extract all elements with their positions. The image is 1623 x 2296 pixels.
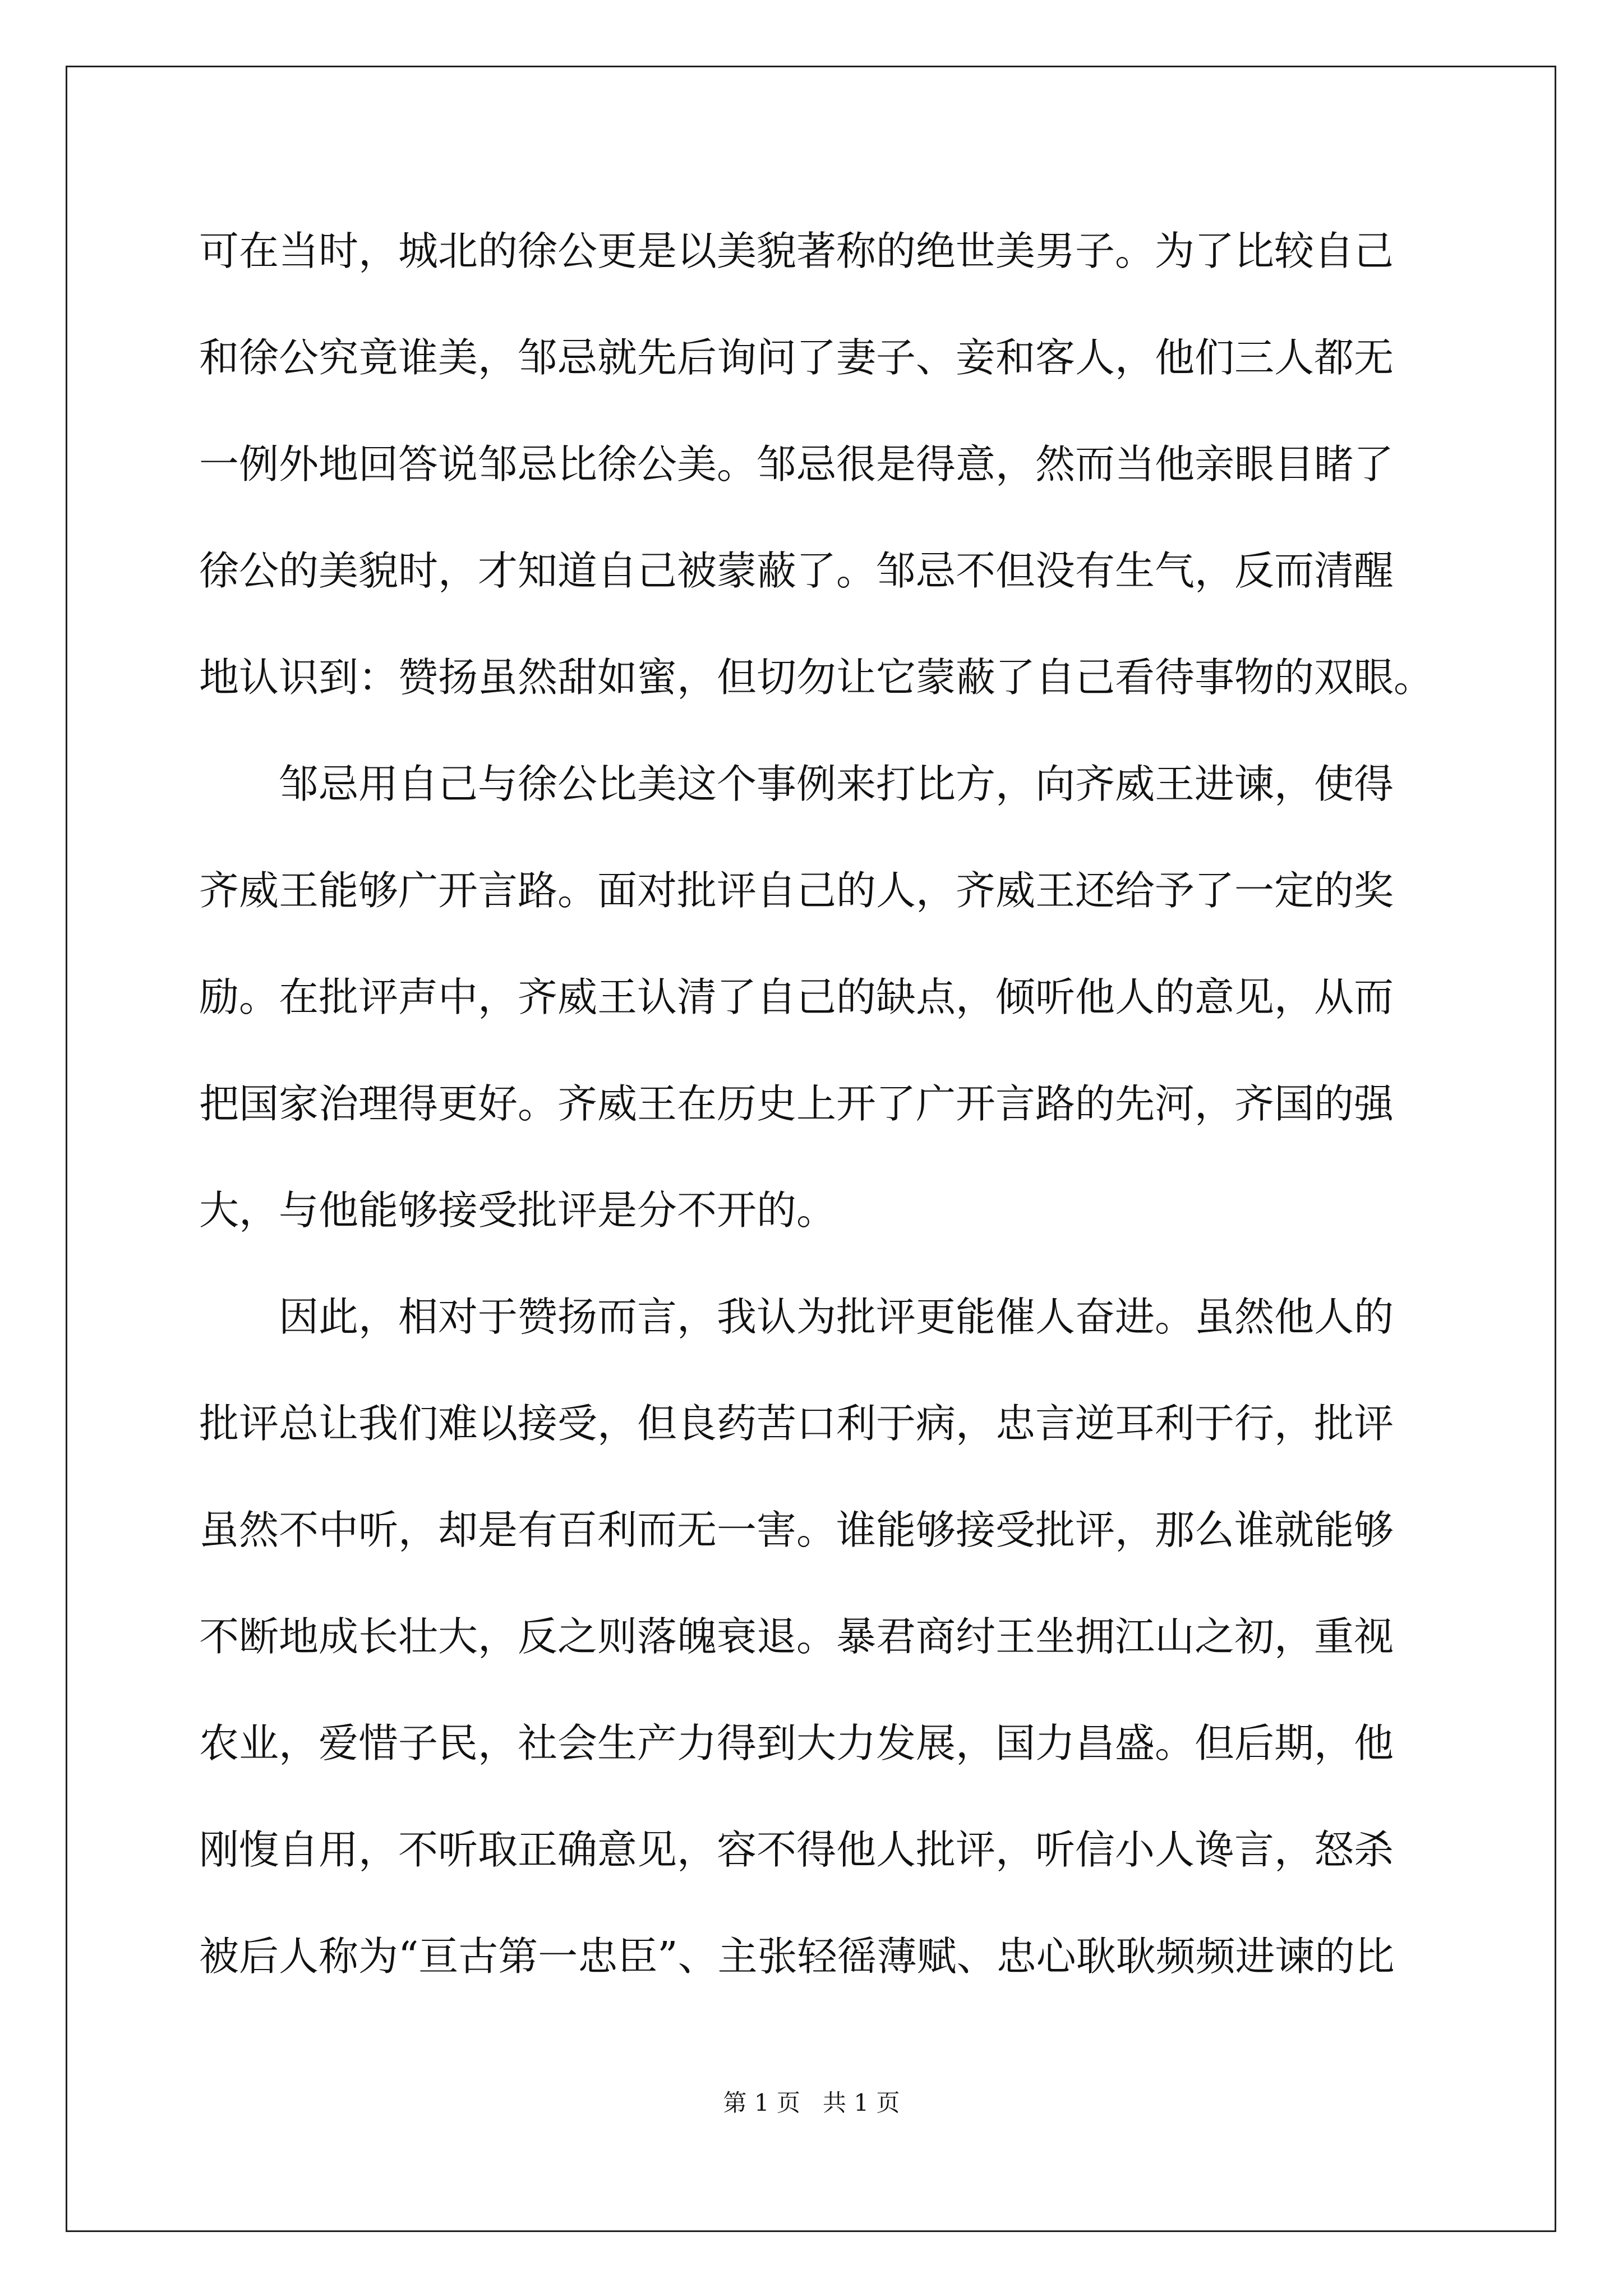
text-line-13: 虽然不中听，却是有百利而无一害。谁能够接受批评，那么谁就能够 (199, 1507, 1394, 1553)
text-line-2: 和徐公究竟谁美，邹忌就先后询问了妻子、妾和客人，他们三人都无 (199, 334, 1394, 381)
text-line-5: 地认识到：赞扬虽然甜如蜜，但切勿让它蒙蔽了自己看待事物的双眼。 (199, 654, 1434, 701)
text-line-12: 批评总让我们难以接受，但良药苦口利于病，忠言逆耳利于行，批评 (199, 1400, 1394, 1447)
text-line-14: 不断地成长壮大，反之则落魄衰退。暴君商纣王坐拥江山之初，重视 (199, 1613, 1394, 1660)
text-line-16: 刚愎自用，不听取正确意见，容不得他人批评，听信小人谗言，怒杀 (199, 1826, 1394, 1873)
text-line-6: 邹忌用自己与徐公比美这个事例来打比方，向齐威王进谏，使得 (279, 761, 1394, 807)
text-line-8: 励。在批评声中，齐威王认清了自己的缺点，倾听他人的意见，从而 (199, 974, 1394, 1020)
text-line-17: 被后人称为“亘古第一忠臣”、主张轻徭薄赋、忠心耿耿频频进谏的比 (199, 1933, 1395, 1980)
document-body (199, 198, 1433, 2010)
page-total: 共 1 页 (823, 2089, 900, 2116)
text-line-9: 把国家治理得更好。齐威王在历史上开了广开言路的先河，齐国的强 (199, 1080, 1394, 1127)
text-line-11: 因此，相对于赞扬而言，我认为批评更能催人奋进。虽然他人的 (279, 1294, 1394, 1340)
text-line-10: 大，与他能够接受批评是分不开的。 (199, 1187, 837, 1234)
page-footer (0, 2085, 1623, 2118)
text-line-4: 徐公的美貌时，才知道自己被蒙蔽了。邹忌不但没有生气，反而清醒 (199, 547, 1394, 594)
page-number: 第 1 页 (723, 2089, 800, 2116)
text-line-7: 齐威王能够广开言路。面对批评自己的人，齐威王还给予了一定的奖 (199, 867, 1394, 914)
text-line-3: 一例外地回答说邹忌比徐公美。邹忌很是得意，然而当他亲眼目睹了 (199, 441, 1394, 487)
text-line-1: 可在当时，城北的徐公更是以美貌著称的绝世美男子。为了比较自己 (199, 228, 1394, 274)
text-line-15: 农业，爱惜子民，社会生产力得到大力发展，国力昌盛。但后期，他 (199, 1720, 1394, 1766)
